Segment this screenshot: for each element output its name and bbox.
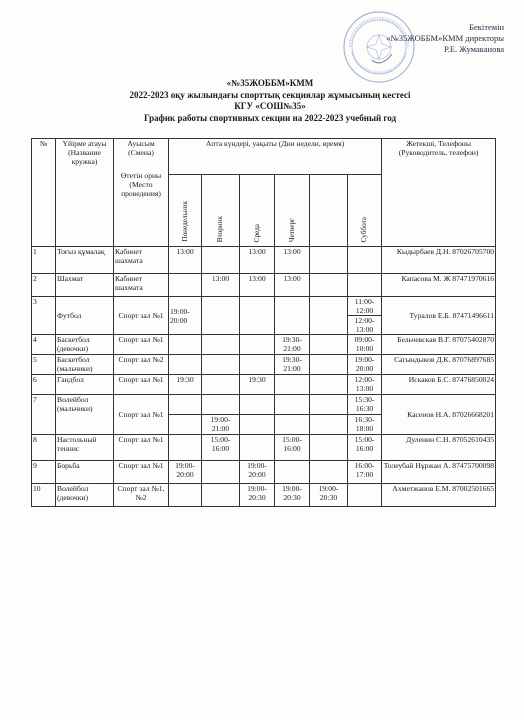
- row-day-monday: [169, 274, 202, 297]
- row-place: Кабинет шахмата: [114, 247, 169, 274]
- header-shift-place: [114, 139, 169, 247]
- row-day-thursday: 15:00-16:00: [275, 435, 310, 461]
- row-place: Спорт зал №1: [114, 375, 169, 395]
- table-row: [32, 335, 496, 355]
- row-day-tuesday: 13:00: [202, 274, 240, 297]
- row-leader: Касенов Н.А. 87026668201: [382, 395, 496, 435]
- approval-block: [386, 22, 504, 55]
- row-day-saturday: 11:00-12:00: [348, 297, 382, 316]
- row-day-tuesday: [202, 247, 240, 274]
- row-day-wednesday: 13:00: [240, 247, 275, 274]
- row-day-saturday: 15:00-16:00: [348, 435, 382, 461]
- row-day-monday: [169, 484, 202, 507]
- row-num: 1: [32, 247, 56, 274]
- row-leader: Искаков Б.С. 87476850024: [382, 375, 496, 395]
- row-num: 10: [32, 484, 56, 507]
- row-num: 8: [32, 435, 56, 461]
- table-row: [32, 297, 496, 316]
- row-day-blank: [310, 461, 348, 484]
- header-week: Апта күндері, уақыты (Дни недели, время): [169, 139, 382, 175]
- row-day-saturday: [348, 247, 382, 274]
- row-day-wednesday: [240, 395, 275, 415]
- row-day-monday: 19:30: [169, 375, 202, 395]
- row-leader: Ахметжанов Е.М. 87002501665: [382, 484, 496, 507]
- row-day-wednesday: 19:00-20:30: [240, 484, 275, 507]
- row-day-blank: [310, 335, 348, 355]
- row-day-blank: [310, 297, 348, 335]
- row-day-wednesday: 19:30: [240, 375, 275, 395]
- row-leader: Сагындыков Д.К. 87076897685: [382, 355, 496, 375]
- row-leader: Бельчевская В.Г. 87075402870: [382, 335, 496, 355]
- row-day-tuesday: 15:00-16:00: [202, 435, 240, 461]
- row-place: Спорт зал №1: [114, 297, 169, 335]
- row-num: 9: [32, 461, 56, 484]
- row-day-saturday: [348, 274, 382, 297]
- row-day-saturday-second: 16:30-18:00: [348, 415, 382, 435]
- title-school-kz: «№35ЖОББМ»КММ: [226, 78, 314, 88]
- day-header-thursday: Четверг: [275, 175, 310, 247]
- row-num: 5: [32, 355, 56, 375]
- row-place: Спорт зал №1: [114, 461, 169, 484]
- row-place: Спорт зал №1: [114, 335, 169, 355]
- row-day-thursday: [275, 461, 310, 484]
- row-day-saturday: 19:00-20:00: [348, 355, 382, 375]
- table-row: [32, 274, 496, 297]
- row-day-thursday: 19:30-21:00: [275, 355, 310, 375]
- row-day-wednesday: [240, 355, 275, 375]
- row-day-thursday: [275, 297, 310, 335]
- row-name: Борьба: [56, 461, 114, 484]
- row-day-thursday: 19:30-21:00: [275, 335, 310, 355]
- row-day-monday: 13:00: [169, 247, 202, 274]
- row-leader: Кыдырбаев Д.Н. 87026705700: [382, 247, 496, 274]
- row-name: Баскетбол (девочки): [56, 335, 114, 355]
- row-num: 2: [32, 274, 56, 297]
- row-name: Баскетбол (мальчики): [56, 355, 114, 375]
- row-num: 6: [32, 375, 56, 395]
- row-day-thursday: [275, 395, 310, 415]
- row-num: 4: [32, 335, 56, 355]
- row-name: Футбол: [56, 297, 114, 335]
- table-row: [32, 461, 496, 484]
- row-day-wednesday: [240, 297, 275, 335]
- title-school-ru: КГУ «СОШ№35»: [234, 101, 306, 111]
- row-day-tuesday: [202, 375, 240, 395]
- row-day-saturday: 15:30-16:30: [348, 395, 382, 415]
- row-name: Шахмат: [56, 274, 114, 297]
- row-day-saturday: [348, 484, 382, 507]
- row-name: Волейбол (девочки): [56, 484, 114, 507]
- row-day-tuesday: [202, 461, 240, 484]
- row-day-blank: [310, 355, 348, 375]
- row-leader: Туралов Е.Б. 87471496611: [382, 297, 496, 335]
- row-day-thursday: 13:00: [275, 274, 310, 297]
- row-day-monday: 19:00-20:00: [169, 461, 202, 484]
- row-leader: Капасова М. Ж 87471970616: [382, 274, 496, 297]
- day-header-saturday: Суббота: [348, 175, 382, 247]
- approval-director-name: Р.Е. Жумаканова: [444, 44, 504, 54]
- row-day-tuesday: [202, 355, 240, 375]
- row-day-blank: [310, 435, 348, 461]
- header-num: №: [32, 139, 56, 247]
- table-row: [32, 375, 496, 395]
- row-day-tuesday: [202, 395, 240, 415]
- row-name: Волейбол (мальчики): [56, 395, 114, 435]
- row-day-monday: [169, 435, 202, 461]
- table-row: [32, 355, 496, 375]
- row-day-blank: 19:00-20:30: [310, 484, 348, 507]
- row-day-thursday: [275, 375, 310, 395]
- row-place: Спорт зал №1: [114, 395, 169, 435]
- day-header-monday: Понедельник: [169, 175, 202, 247]
- row-day-monday: [169, 335, 202, 355]
- table-row: [32, 395, 496, 415]
- row-day-thursday: 13:00: [275, 247, 310, 274]
- row-name: Настольный теннис: [56, 435, 114, 461]
- header-name: Үйірме атауы (Название кружка): [56, 139, 114, 247]
- row-place: Спорт зал №2: [114, 355, 169, 375]
- day-header-wednesday: Среда: [240, 175, 275, 247]
- row-day-wednesday: [240, 435, 275, 461]
- row-day-saturday: 12:00-13:00: [348, 375, 382, 395]
- row-day-thursday: 19:00-20:30: [275, 484, 310, 507]
- row-day-tuesday: [202, 297, 240, 335]
- row-day-saturday-second: 12:00-13:00: [348, 316, 382, 335]
- row-day-saturday: 09:00-10:00: [348, 335, 382, 355]
- schedule-table: [31, 138, 496, 507]
- approval-position: «№35ЖОББМ»КММ директоры: [386, 33, 504, 43]
- row-name: Тоғыз құмалақ: [56, 247, 114, 274]
- table-row: [32, 484, 496, 507]
- row-day-monday: [169, 355, 202, 375]
- row-day-blank: [310, 395, 348, 415]
- row-day-blank: [310, 274, 348, 297]
- row-day-tuesday: [202, 484, 240, 507]
- document-title: [40, 78, 500, 124]
- row-day-saturday: 16:00-17:00: [348, 461, 382, 484]
- row-day-wednesday: [240, 335, 275, 355]
- row-day-monday: [169, 395, 202, 415]
- day-header-blank: [310, 175, 348, 247]
- title-schedule-kz: 2022-2023 оқу жылындағы спорттық секциялар жұмысының кестесі: [129, 89, 411, 100]
- row-day-wednesday-second: [240, 415, 275, 435]
- header-leader: Жетекші, Телефоны (Руководитель, телефон): [382, 139, 496, 247]
- row-leader: Толеубай Нұржан А. 87475700098: [382, 461, 496, 484]
- row-place: Спорт зал №1: [114, 435, 169, 461]
- row-place: Кабинет шахмата: [114, 274, 169, 297]
- table-row: [32, 435, 496, 461]
- row-name: Гандбол: [56, 375, 114, 395]
- day-header-tuesday: Вторник: [202, 175, 240, 247]
- row-day-monday-second: [169, 415, 202, 435]
- row-day-tuesday: [202, 335, 240, 355]
- approval-heading: Бекітемін: [469, 22, 504, 32]
- row-day-tuesday-second: 19:00-21:00: [202, 415, 240, 435]
- row-day-wednesday: 19:00-20:00: [240, 461, 275, 484]
- row-day-thursday-second: [275, 415, 310, 435]
- row-day-wednesday: 13:00: [240, 274, 275, 297]
- header-place: Өтетін орны (Место проведения): [120, 171, 162, 198]
- row-num: 3: [32, 297, 56, 335]
- row-day-blank-second: [310, 415, 348, 435]
- row-leader: Дуленин С.Н. 87052610435: [382, 435, 496, 461]
- row-day-blank: [310, 375, 348, 395]
- row-num: 7: [32, 395, 56, 435]
- table-row: [32, 247, 496, 274]
- row-day-blank: [310, 247, 348, 274]
- title-schedule-ru: График работы спортивных секции на 2022-2023 учебный год: [143, 112, 397, 123]
- header-row: [32, 139, 496, 175]
- row-place: Спорт зал №1, №2: [114, 484, 169, 507]
- row-day-monday: 19:00-20:00: [169, 297, 202, 335]
- header-shift: Ауысым (Смена): [127, 139, 155, 157]
